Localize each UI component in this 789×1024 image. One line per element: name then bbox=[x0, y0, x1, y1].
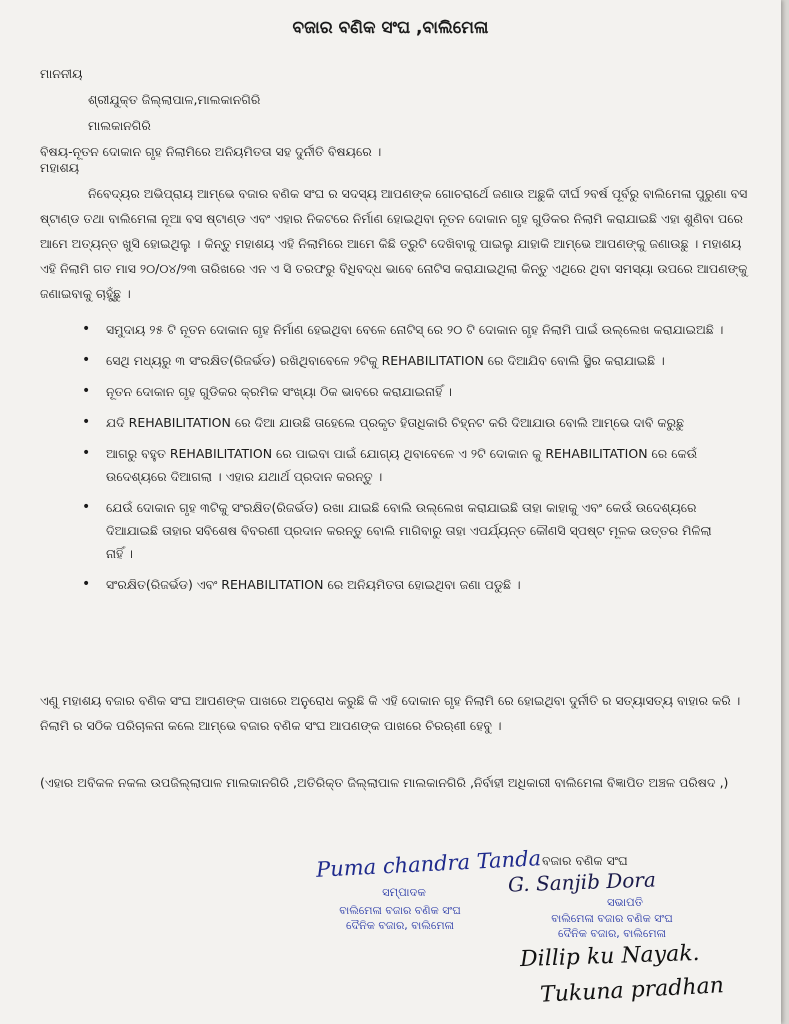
list-item: • ସମୁଦାୟ ୨୫ ଟି ନୂତନ ଦୋକାନ ଗୃହ ନିର୍ମାଣ ହେଇଥିବା ବେଳେ ନୋଟିସ୍ ରେ ୨୦ ଟି ଦୋକାନ ଗୃହ ନିଲାମି ପାଇଁ ଉଲ୍ଲେଖ କରାଯାଇଅଛି । bbox=[80, 318, 730, 341]
right-stamp bbox=[512, 911, 712, 941]
left-role: ସମ୍ପାଦକ bbox=[382, 885, 426, 899]
points-list bbox=[80, 318, 730, 604]
handwritten-signature-2: Tukuna pradhan bbox=[539, 973, 725, 1008]
greeting: ମହାଶୟ bbox=[40, 160, 80, 175]
salutation: ମାନନୀୟ bbox=[40, 66, 83, 81]
handwritten-signature-1: Dillip ku Nayak. bbox=[519, 940, 700, 973]
letter-title: ବଜାର ବଣିକ ସଂଘ ,ବାଲିମେଳା bbox=[292, 18, 489, 38]
list-item: • ଯେଉଁ ଦୋକାନ ଗୃହ ୩ଟିକୁ ସଂରକ୍ଷିତ(ରିଜର୍ଭଡ) ରଖା ଯାଇଛି ବୋଲି ଉଲ୍ଲେଖ କରାଯାଇଛି ତାହା କାହାକୁ ଏବଂ କେଉଁ ଉଦେଶ୍ୟରେ ଦିଆଯାଇଛି ତାହାର ସବିଶେଷ ବିବରଣୀ ପ୍ରଦାନ କରନ୍ତୁ ବୋଲି ମାଗିବାରୁ ତାହା ଏପର୍ଯ୍ୟନ୍ତ କୌଣସି ସ୍ପଷ୍ଟ ମୂଳକ ଉତ୍ତର ମିଳିଲା ନାହିଁ । bbox=[80, 496, 730, 565]
left-signature: Puma chandra Tanda bbox=[315, 846, 542, 882]
list-item: • ସଂରକ୍ଷିତ(ରିଜର୍ଭଡ) ଏବଂ REHABILITATION ରେ ଅନିୟମିତତା ହୋଇଥିବା ଜଣା ପଡୁଛି । bbox=[80, 573, 730, 596]
addressee-line-1: ଶ୍ରୀଯୁକ୍ତ ଜିଲ୍ଲାପାଳ,ମାଲକାନଗିରି bbox=[88, 92, 261, 107]
list-item: • ସେଥି ମଧ୍ୟରୁ ୩ ସଂରକ୍ଷିତ(ରିଜର୍ଭଡ) ରଖିଥିବାବେଳେ ୨ଟିକୁ REHABILITATION ରେ ଦିଆଯିବ ବୋଲି ସ୍ଥିର କରାଯାଇଛି । bbox=[80, 349, 730, 372]
closing-paragraph: ଏଣୁ ମହାଶୟ ବଜାର ବଣିକ ସଂଘ ଆପଣଙ୍କ ପାଖରେ ଅନୁରୋଧ କରୁଛି କି ଏହି ଦୋକାନ ଗୃହ ନିଲାମି ରେ ହୋଇଥିବା ଦୁର୍ନୀତି ର ସତ୍ୟାସତ୍ୟ ବାହାର କରି । ନିଲାମି ର ସଠିକ ପରିଚାଳନା କଲେ ଆମ୍ଭେ ବଜାର ବଣିକ ସଂଘ ଆପଣଙ୍କ ପାଖରେ ଚିରଋଣୀ ହେବୁ । bbox=[40, 693, 741, 733]
right-stamp-line-2: ଦୈନିକ ବଜାର, ବାଲିମେଳା bbox=[558, 927, 666, 940]
left-stamp-line-1: ବାଲିମେଳା ବଜାର ବଣିକ ସଂଘ bbox=[339, 904, 461, 917]
copy-note: (ଏହାର ଅବିକଳ ନକଲ ଉପଜିଲ୍ଲାପାଳ ମାଲକାନଗିରି ,ଅତିରିକ୍ତ ଜିଲ୍ଲାପାଳ ମାଲକାନଗିରି ,ନିର୍ବାହୀ ଅଧିକାରୀ ବାଲିମେଳା ବିଜ୍ଞାପିତ ଅଞ୍ଚଳ ପରିଷଦ ,) bbox=[40, 775, 729, 790]
right-stamp-line-1: ବାଲିମେଳା ବଜାର ବଣିକ ସଂଘ bbox=[551, 912, 673, 925]
right-role: ସଭାପତି bbox=[607, 895, 643, 909]
addressee-line-2: ମାଲକାନଗିରି bbox=[88, 118, 151, 133]
subject-line: ବିଷୟ-ନୂତନ ଦୋକାନ ଗୃହ ନିଲାମିରେ ଅନିୟମିତତା ସହ ଦୁର୍ନୀତି ବିଷୟରେ । bbox=[40, 144, 382, 159]
right-signature: G. Sanjib Dora bbox=[507, 867, 657, 897]
left-stamp bbox=[300, 903, 500, 933]
org-header: ବଜାର ବଣିକ ସଂଘ bbox=[542, 853, 628, 868]
left-stamp-line-2: ଦୈନିକ ବଜାର, ବାଲିମେଳା bbox=[346, 919, 454, 932]
list-item: • ନୂତନ ଦୋକାନ ଗୃହ ଗୁଡିକର କ୍ରମିକ ସଂଖ୍ୟା ଠିକ ଭାବରେ କରାଯାଇନାହିଁ । bbox=[80, 380, 730, 403]
list-item: • ଆଗରୁ ବହୁତ REHABILITATION ରେ ପାଇବା ପାଇଁ ଯୋଗ୍ୟ ଥିବାବେଳେ ଏ ୨ଟି ଦୋକାନ କୁ REHABILITATION ରେ କେଉଁ ଉଦେଶ୍ୟରେ ଦିଆଗଲା । ଏହାର ଯଥାର୍ଥ ପ୍ରଦାନ କରନ୍ତୁ । bbox=[80, 442, 730, 488]
list-item: • ଯଦି REHABILITATION ରେ ଦିଆ ଯାଉଛି ତାହେଲେ ପ୍ରକୃତ ହିତାଧିକାରି ଚିହ୍ନଟ କରି ଦିଆଯାଉ ବୋଲି ଆମ୍ଭେ ଦାବି କରୁଛୁ bbox=[80, 411, 730, 434]
body-paragraph: ନିବେଦ୍ୟର ଅଭିପ୍ରାୟ ଆମ୍ଭେ ବଜାର ବଣିକ ସଂଘ ର ସଦସ୍ୟ ଆପଣଙ୍କ ଗୋଚରାର୍ଥେ ଜଣାଉ ଅଛୁକି ଦୀର୍ଘ ୨ବର୍ଷ ପୂର୍ବରୁ ବାଲିମେଳା ପୁରୁଣା ବସ ଷ୍ଟାଣ୍ଡ ତଥା ବାଲିମେଳା ନୂଆ ବସ ଷ୍ଟାଣ୍ଡ ଏବଂ ଏହାର ନିକଟରେ ନିର୍ମାଣ ହୋଇଥିବା ନୂତନ ଦୋକାନ ଗୃହ ଗୁଡିକର ନିଲାମି କରାଯାଇଛି ଏହା ଶୁଣିବା ପରେ ଆମେ ଅତ୍ୟନ୍ତ ଖୁସି ହୋଇଥିଲୁ । କିନ୍ତୁ ମହାଶୟ ଏହି ନିଲାମିରେ ଆମେ କିଛି ତ୍ରୁଟି ଦେଖିବାକୁ ପାଇଲୁ ଯାହାକି ଆମ୍ଭେ ଆପଣଙ୍କୁ ଜଣାଉଛୁ । ମହାଶୟ ଏହି ନିଲାମି ଗତ ମାସ ୨୦/୦୪/୨୩ ତାରିଖରେ ଏନ ଏ ସି ତରଫରୁ ବିଧିବଦ୍ଧ ଭାବେ ନୋଟିସ କରାଯାଇଥିଲା କିନ୍ତୁ ଏଥିରେ ଥିବା ସମସ୍ୟା ଉପରେ ଆପଣଙ୍କୁ ଜଣାଇବାକୁ ଚାହୁଁଛୁ । bbox=[40, 186, 748, 301]
